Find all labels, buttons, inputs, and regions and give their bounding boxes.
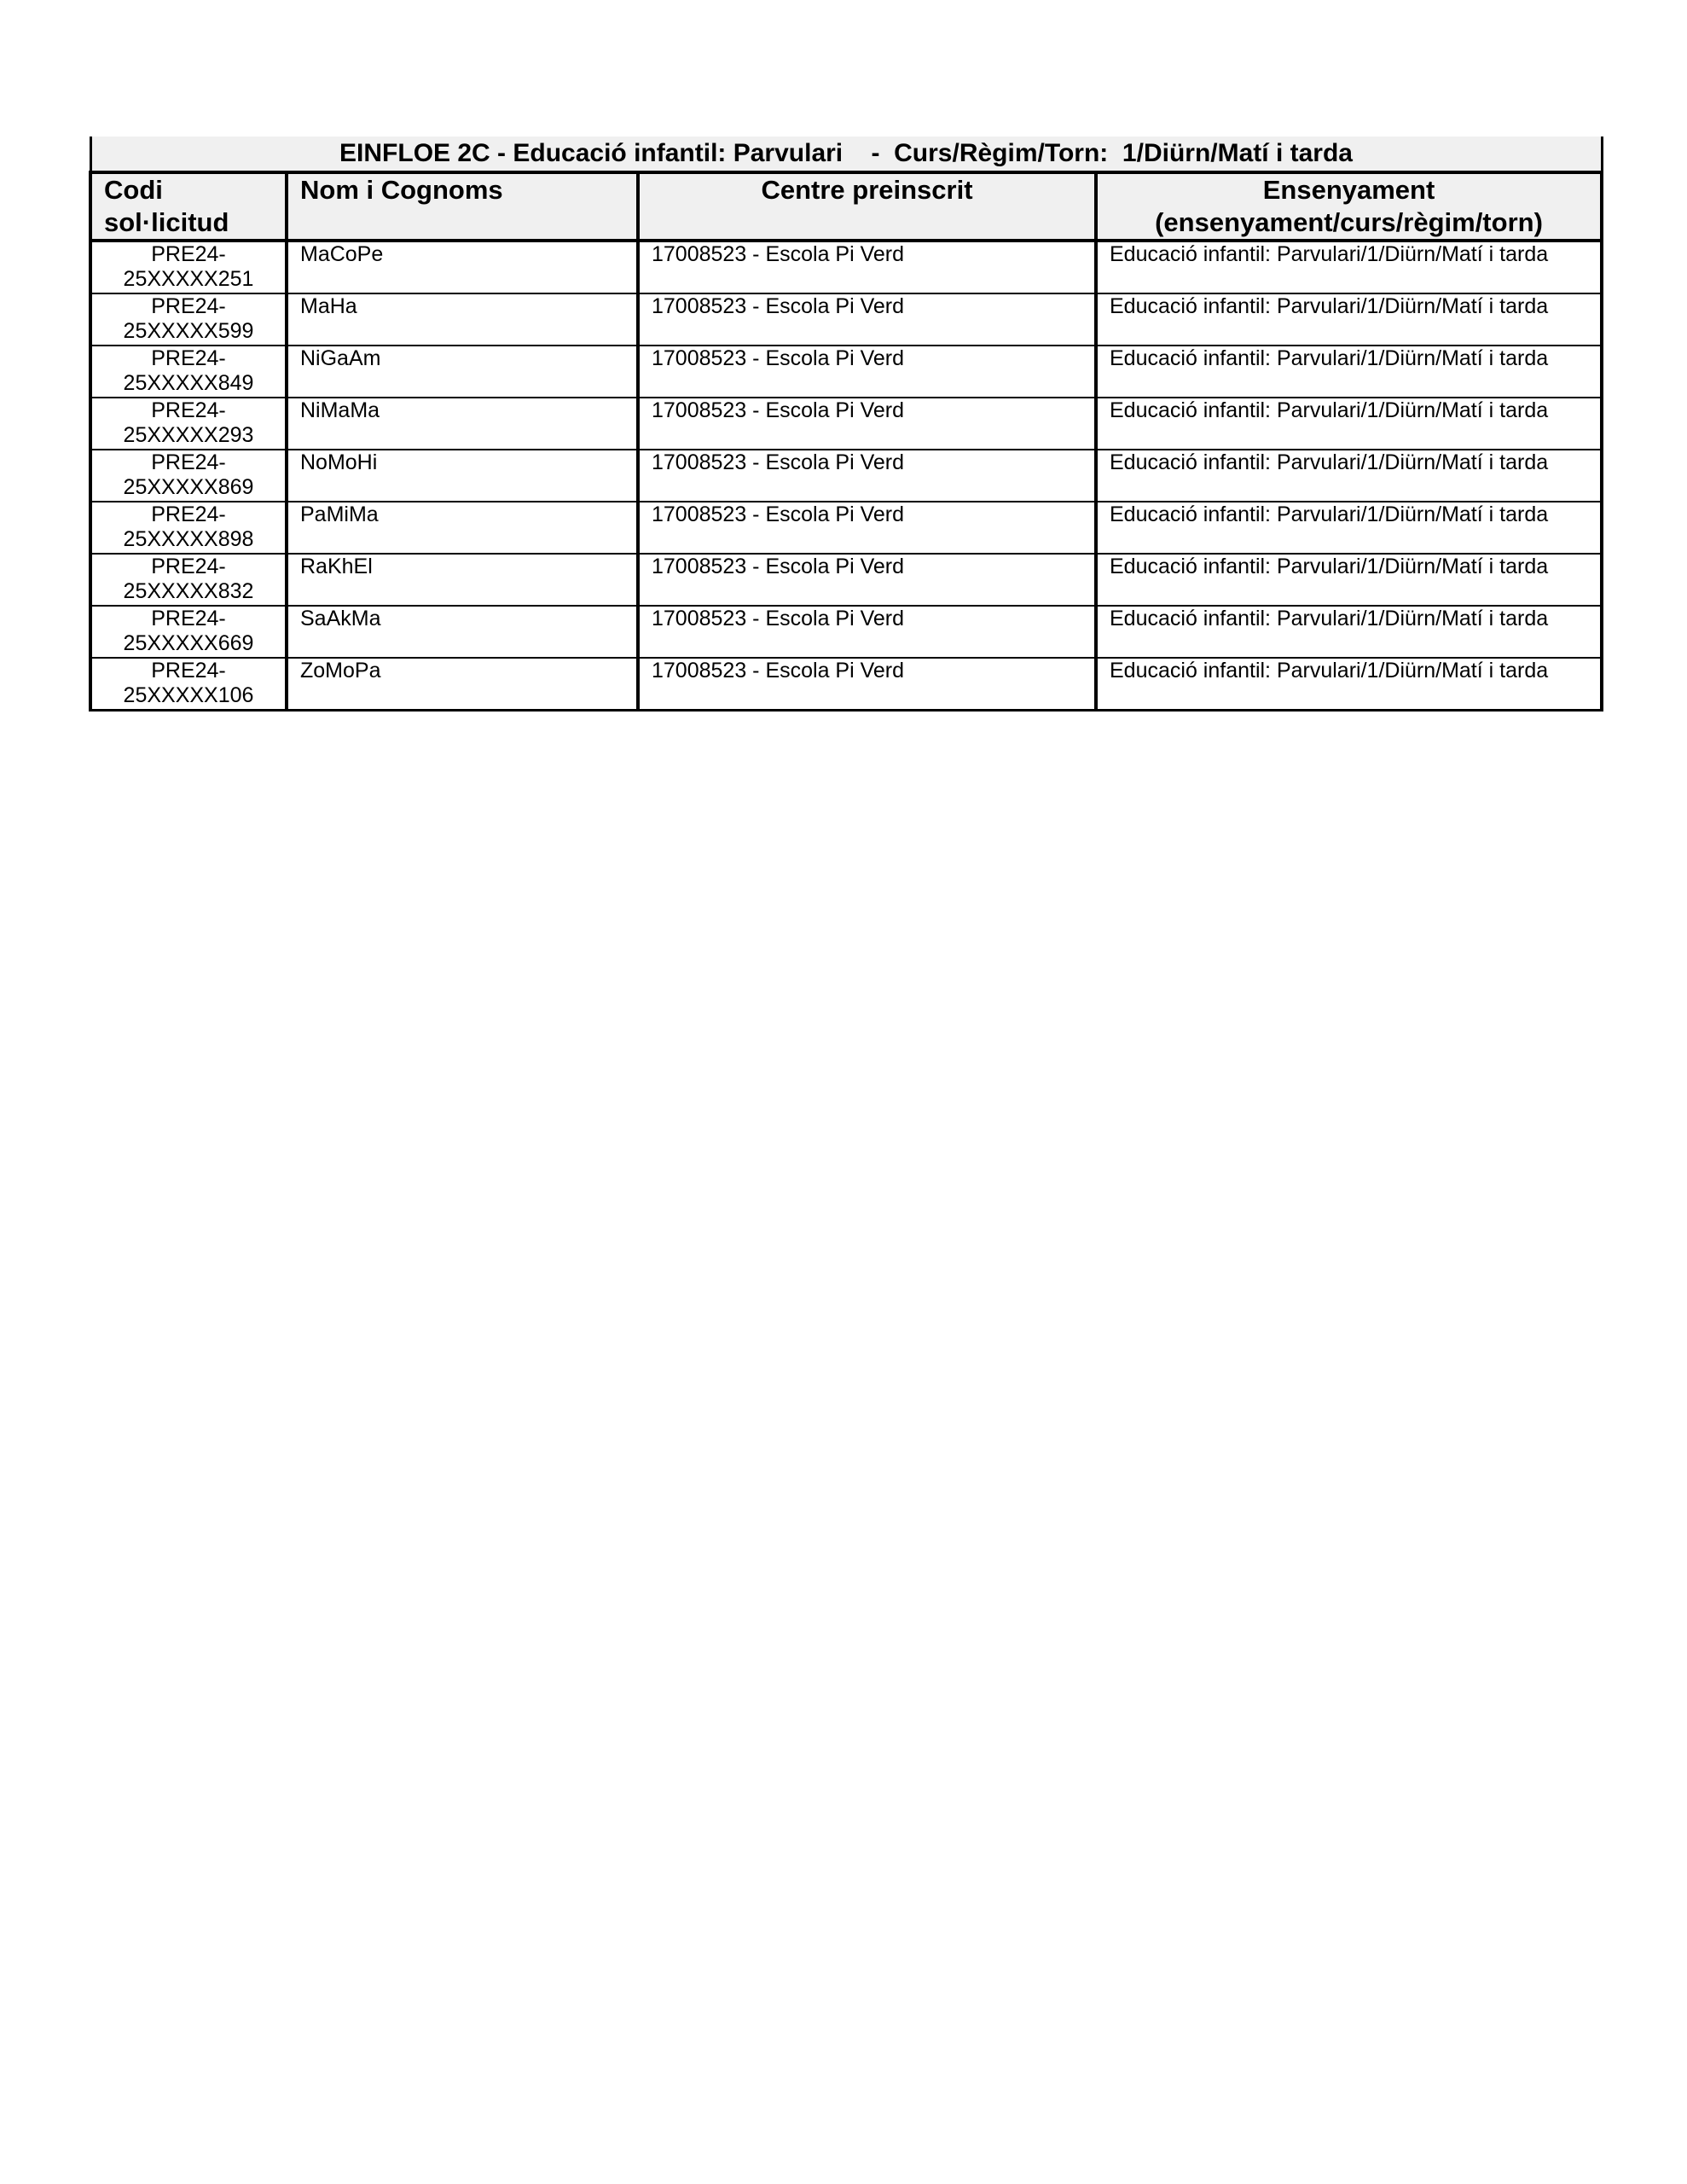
table-row bbox=[90, 606, 1602, 658]
table-row bbox=[90, 293, 1602, 346]
cell-name: NiGaAm bbox=[287, 346, 638, 398]
cell-code bbox=[90, 398, 287, 450]
code-suffix: 25XXXXX251 bbox=[123, 267, 254, 291]
table-title: EINFLOE 2C - Educació infantil: Parvulari - Curs/Règim/Torn: 1/Diürn/Matí i tarda bbox=[90, 136, 1602, 172]
cell-centre: 17008523 - Escola Pi Verd bbox=[638, 606, 1096, 658]
cell-teaching: Educació infantil: Parvulari/1/Diürn/Matí i tarda bbox=[1096, 241, 1602, 293]
cell-name: NoMoHi bbox=[287, 450, 638, 502]
column-header-name: Nom i Cognoms bbox=[287, 172, 638, 241]
cell-name: NiMaMa bbox=[287, 398, 638, 450]
cell-code bbox=[90, 450, 287, 502]
code-prefix: PRE24- bbox=[151, 242, 226, 266]
column-header-centre: Centre preinscrit bbox=[638, 172, 1096, 241]
cell-name: MaCoPe bbox=[287, 241, 638, 293]
cell-teaching: Educació infantil: Parvulari/1/Diürn/Matí i tarda bbox=[1096, 346, 1602, 398]
table-row bbox=[90, 346, 1602, 398]
table-row bbox=[90, 658, 1602, 711]
code-suffix: 25XXXXX293 bbox=[123, 423, 254, 447]
column-header-code-line1: Codi bbox=[104, 175, 163, 205]
cell-name: ZoMoPa bbox=[287, 658, 638, 711]
cell-teaching: Educació infantil: Parvulari/1/Diürn/Matí i tarda bbox=[1096, 398, 1602, 450]
column-header-code-line2: sol·licitud bbox=[104, 207, 229, 237]
cell-centre: 17008523 - Escola Pi Verd bbox=[638, 398, 1096, 450]
cell-centre: 17008523 - Escola Pi Verd bbox=[638, 554, 1096, 606]
cell-teaching: Educació infantil: Parvulari/1/Diürn/Matí i tarda bbox=[1096, 502, 1602, 554]
column-header-teaching-line1: Ensenyament bbox=[1262, 175, 1435, 205]
code-suffix: 25XXXXX869 bbox=[123, 475, 254, 499]
table-row bbox=[90, 398, 1602, 450]
column-header-code bbox=[90, 172, 287, 241]
cell-code bbox=[90, 293, 287, 346]
code-suffix: 25XXXXX898 bbox=[123, 527, 254, 551]
code-prefix: PRE24- bbox=[151, 398, 226, 422]
code-suffix: 25XXXXX832 bbox=[123, 579, 254, 603]
cell-centre: 17008523 - Escola Pi Verd bbox=[638, 241, 1096, 293]
cell-centre: 17008523 - Escola Pi Verd bbox=[638, 658, 1096, 711]
table-row bbox=[90, 554, 1602, 606]
code-suffix: 25XXXXX106 bbox=[123, 683, 254, 707]
cell-teaching: Educació infantil: Parvulari/1/Diürn/Matí i tarda bbox=[1096, 554, 1602, 606]
code-prefix: PRE24- bbox=[151, 294, 226, 318]
code-prefix: PRE24- bbox=[151, 659, 226, 682]
cell-code bbox=[90, 346, 287, 398]
cell-teaching: Educació infantil: Parvulari/1/Diürn/Matí i tarda bbox=[1096, 450, 1602, 502]
table-title-row bbox=[90, 136, 1602, 172]
code-prefix: PRE24- bbox=[151, 502, 226, 526]
cell-code bbox=[90, 658, 287, 711]
document-page bbox=[89, 136, 1600, 712]
cell-centre: 17008523 - Escola Pi Verd bbox=[638, 450, 1096, 502]
admissions-table bbox=[89, 136, 1603, 712]
code-prefix: PRE24- bbox=[151, 607, 226, 630]
column-header-teaching-line2: (ensenyament/curs/règim/torn) bbox=[1155, 207, 1543, 237]
cell-centre: 17008523 - Escola Pi Verd bbox=[638, 346, 1096, 398]
cell-code bbox=[90, 554, 287, 606]
code-prefix: PRE24- bbox=[151, 346, 226, 370]
column-header-row bbox=[90, 172, 1602, 241]
table-row bbox=[90, 502, 1602, 554]
cell-centre: 17008523 - Escola Pi Verd bbox=[638, 502, 1096, 554]
cell-name: MaHa bbox=[287, 293, 638, 346]
cell-name: RaKhEl bbox=[287, 554, 638, 606]
cell-teaching: Educació infantil: Parvulari/1/Diürn/Matí i tarda bbox=[1096, 606, 1602, 658]
code-prefix: PRE24- bbox=[151, 555, 226, 578]
cell-code bbox=[90, 241, 287, 293]
table-row bbox=[90, 450, 1602, 502]
column-header-teaching bbox=[1096, 172, 1602, 241]
code-suffix: 25XXXXX849 bbox=[123, 371, 254, 395]
cell-code bbox=[90, 606, 287, 658]
cell-code bbox=[90, 502, 287, 554]
cell-teaching: Educació infantil: Parvulari/1/Diürn/Matí i tarda bbox=[1096, 293, 1602, 346]
code-prefix: PRE24- bbox=[151, 450, 226, 474]
cell-teaching: Educació infantil: Parvulari/1/Diürn/Matí i tarda bbox=[1096, 658, 1602, 711]
code-suffix: 25XXXXX599 bbox=[123, 319, 254, 343]
code-suffix: 25XXXXX669 bbox=[123, 631, 254, 655]
cell-centre: 17008523 - Escola Pi Verd bbox=[638, 293, 1096, 346]
cell-name: SaAkMa bbox=[287, 606, 638, 658]
table-row bbox=[90, 241, 1602, 293]
cell-name: PaMiMa bbox=[287, 502, 638, 554]
